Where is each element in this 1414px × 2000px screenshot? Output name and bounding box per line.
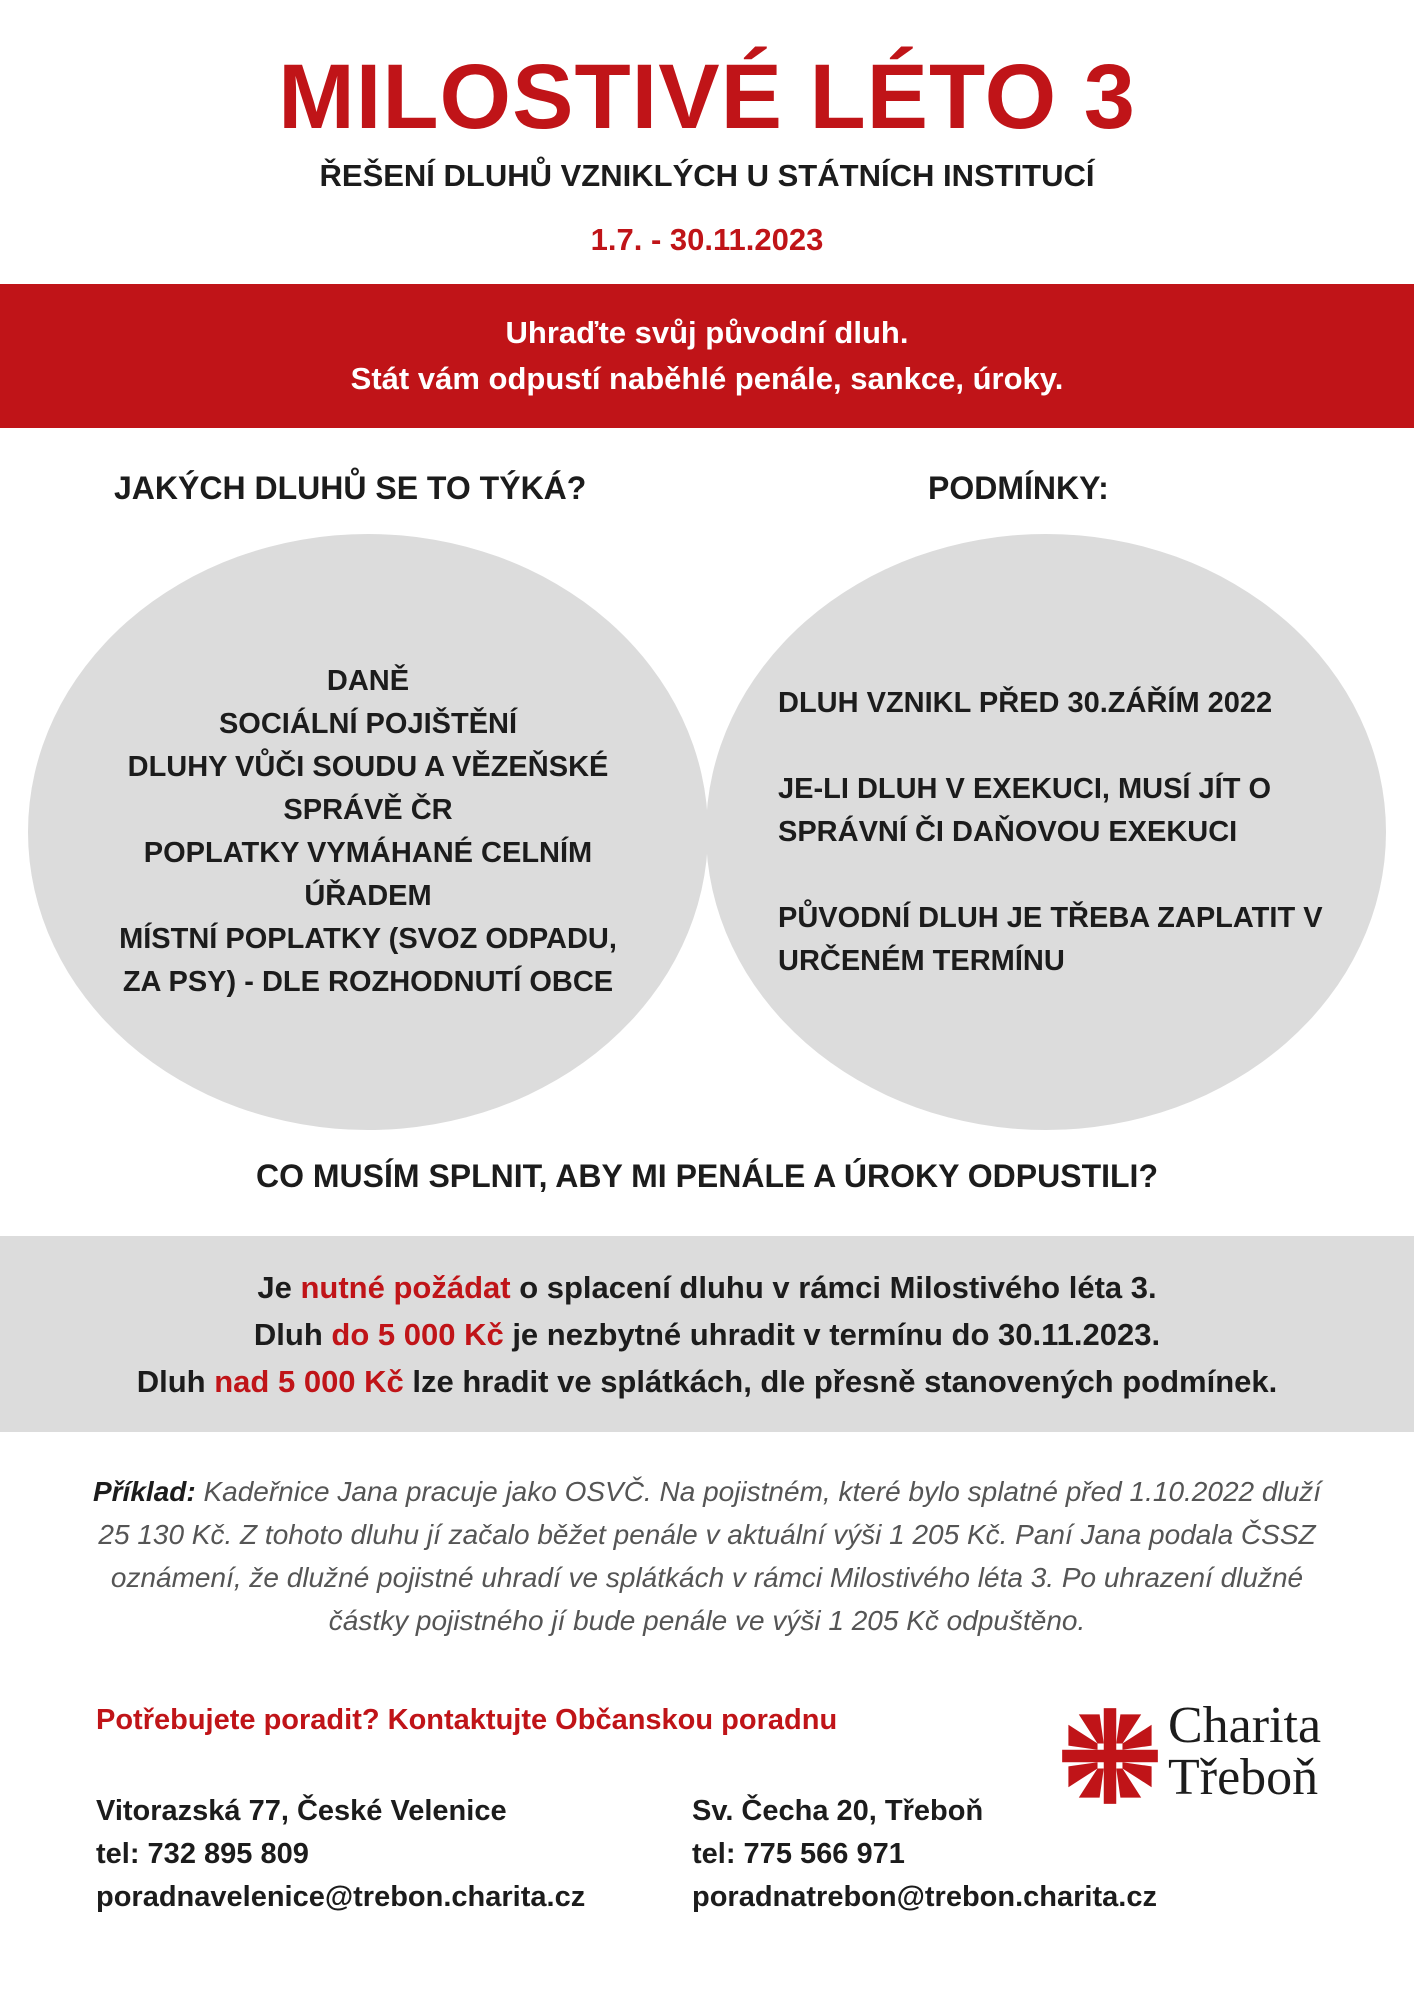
conditions-circle [706,534,1386,1130]
office-email[interactable]: poradnavelenice@trebon.charita.cz [96,1881,586,1913]
example-label: Příklad: [92,1476,196,1507]
highlight-text: do 5 000 Kč [331,1316,504,1352]
debt-type-item: SOCIÁLNÍ POJIŠTĚNÍ [218,708,518,740]
example-text: Kadeřnice Jana pracuje jako OSVČ. Na pojistném, které bylo splatné před 1.10.2022 dluží 25 130 Kč. Z tohoto dluhu jí začalo běžet penále v aktuální výši 1 205 Kč. Paní Jana podala ČSSZ oznámení, že dlužné pojistné uhradí ve splátkách v rámci Milostivého léta 3. Po uhrazení dlužné částky pojistného jí bude penále ve výši 1 205 Kč odpuštěno. [98,1476,1322,1636]
charita-logo [1058,1697,1358,1810]
debt-type-item: POPLATKY VYMÁHANÉ CELNÍM ÚŘADEM [143,837,593,912]
requirement-line-1: Je nutné požádat o splacení dluhu v rámci Milostivého léta 3. [257,1269,1157,1305]
page-subtitle: ŘEŠENÍ DLUHŮ VZNIKLÝCH U STÁTNÍCH INSTITUCÍ [319,158,1095,193]
highlight-text: nad 5 000 Kč [214,1363,404,1399]
highlight-text: nutné požádat [300,1269,511,1305]
condition-item: DLUH VZNIKL PŘED 30.ZÁŘÍM 2022 [778,686,1273,719]
charita-cross-icon [1058,1704,1162,1808]
banner-line-2: Stát vám odpustí naběhlé penále, sankce, úroky. [350,361,1064,396]
conditions-heading: PODMÍNKY: [928,470,1109,506]
requirements-question: CO MUSÍM SPLNIT, ABY MI PENÁLE A ÚROKY ODPUSTILI? [256,1158,1158,1194]
debt-type-item: MÍSTNÍ POPLATKY (SVOZ ODPADU, ZA PSY) - DLE ROZHODNUTÍ OBCE [119,923,617,998]
example-paragraph [90,1470,1324,1642]
banner-line-1: Uhraďte svůj původní dluh. [505,315,909,350]
debt-type-item: DANĚ [326,665,410,697]
office-address: Vitorazská 77, České Velenice [96,1795,507,1827]
office-phone[interactable]: tel: 732 895 809 [96,1838,309,1870]
main-banner [0,284,1414,428]
debts-heading: JAKÝCH DLUHŮ SE TO TÝKÁ? [114,470,587,506]
page-title: MILOSTIVÉ LÉTO 3 [278,46,1136,148]
office-address: Sv. Čecha 20, Třeboň [692,1795,984,1827]
condition-item: PŮVODNÍ DLUH JE TŘEBA ZAPLATIT V URČENÉM TERMÍNU [778,901,1323,977]
logo-text: Charita Třeboň [1168,1697,1322,1806]
requirement-line-2: Dluh do 5 000 Kč je nezbytné uhradit v termínu do 30.11.2023. [253,1316,1161,1352]
requirement-line-3: Dluh nad 5 000 Kč lze hradit ve splátkách, dle přesně stanovených podmínek. [136,1363,1278,1399]
requirements-box [0,1236,1414,1432]
debt-types-circle [28,534,708,1130]
office-velenice [96,1790,585,1919]
office-email[interactable]: poradnatrebon@trebon.charita.cz [692,1881,1157,1913]
condition-item: JE-LI DLUH V EXEKUCI, MUSÍ JÍT O SPRÁVNÍ ČI DAŇOVOU EXEKUCI [778,772,1272,848]
debt-type-item: DLUHY VŮČI SOUDU A VĚZEŇSKÉ SPRÁVĚ ČR [127,751,609,826]
office-phone[interactable]: tel: 775 566 971 [692,1838,905,1870]
contact-heading: Potřebujete poradit? Kontaktujte Občanskou poradnu [96,1704,838,1736]
date-range: 1.7. - 30.11.2023 [590,222,824,257]
